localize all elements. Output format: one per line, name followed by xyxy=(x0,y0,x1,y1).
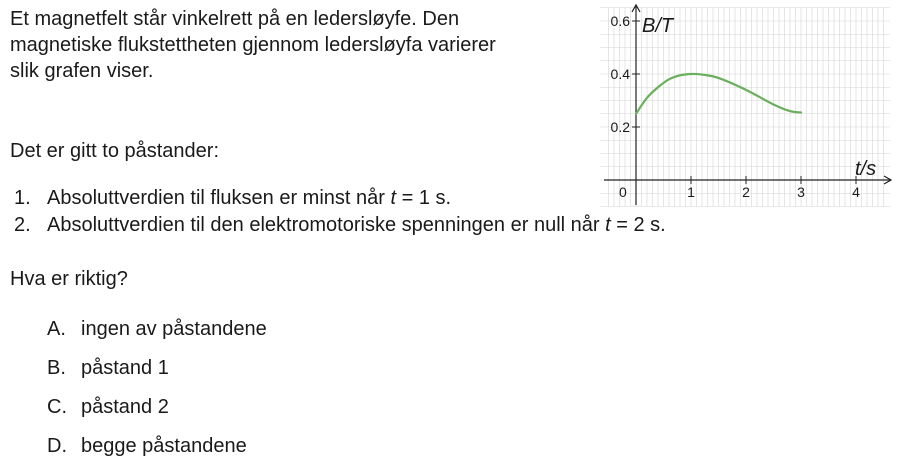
option-text: påstand 2 xyxy=(81,396,169,418)
x-tick-label: 2 xyxy=(742,184,750,200)
claims-intro: Det er gitt to påstander: xyxy=(10,140,220,162)
option-b[interactable] xyxy=(47,355,169,381)
claim-variable: t xyxy=(605,214,611,236)
origin-label: 0 xyxy=(619,184,627,200)
option-text: begge påstandene xyxy=(81,435,247,457)
y-tick-label: 0.6 xyxy=(610,13,630,29)
claim-number: 2. xyxy=(14,214,31,236)
claim-value: = 1 s. xyxy=(396,187,452,209)
option-text: ingen av påstandene xyxy=(81,318,267,340)
intro-line: slik grafen viser. xyxy=(10,60,154,82)
option-letter: A. xyxy=(47,318,66,340)
y-tick-label: 0.4 xyxy=(610,66,630,82)
grid xyxy=(600,8,890,207)
question: Hva er riktig? xyxy=(10,268,128,290)
claim-value: = 2 s. xyxy=(610,214,666,236)
intro-line: Et magnetfelt står vinkelrett på en ledersløyfe. Den xyxy=(10,8,460,30)
option-a[interactable] xyxy=(47,316,267,342)
claim-text: Absoluttverdien til fluksen er minst når xyxy=(47,187,391,209)
option-letter: C. xyxy=(47,396,67,418)
claim-variable: t xyxy=(390,187,397,209)
option-letter: B. xyxy=(47,357,66,379)
option-d[interactable] xyxy=(47,433,247,459)
option-letter: D. xyxy=(47,435,67,457)
y-axis-label: B/T xyxy=(642,15,674,37)
x-tick-label: 3 xyxy=(797,184,805,200)
x-tick-label: 4 xyxy=(852,184,860,200)
x-tick-label: 1 xyxy=(687,184,695,200)
claim-1 xyxy=(14,185,451,211)
option-text: påstand 1 xyxy=(81,357,169,379)
tick-labels xyxy=(611,13,861,200)
claim-text: Absoluttverdien til den elektromotoriske spenningen er null når xyxy=(47,214,606,236)
x-axis-label: t/s xyxy=(855,158,877,180)
claim-number: 1. xyxy=(14,187,31,209)
claim-2 xyxy=(14,212,666,238)
problem-intro xyxy=(10,6,496,84)
flux-density-graph xyxy=(588,0,898,212)
y-tick-label: 0.2 xyxy=(610,119,630,135)
option-c[interactable] xyxy=(47,394,169,420)
intro-line: magnetiske flukstettheten gjennom ledersløyfa varierer xyxy=(10,34,496,56)
